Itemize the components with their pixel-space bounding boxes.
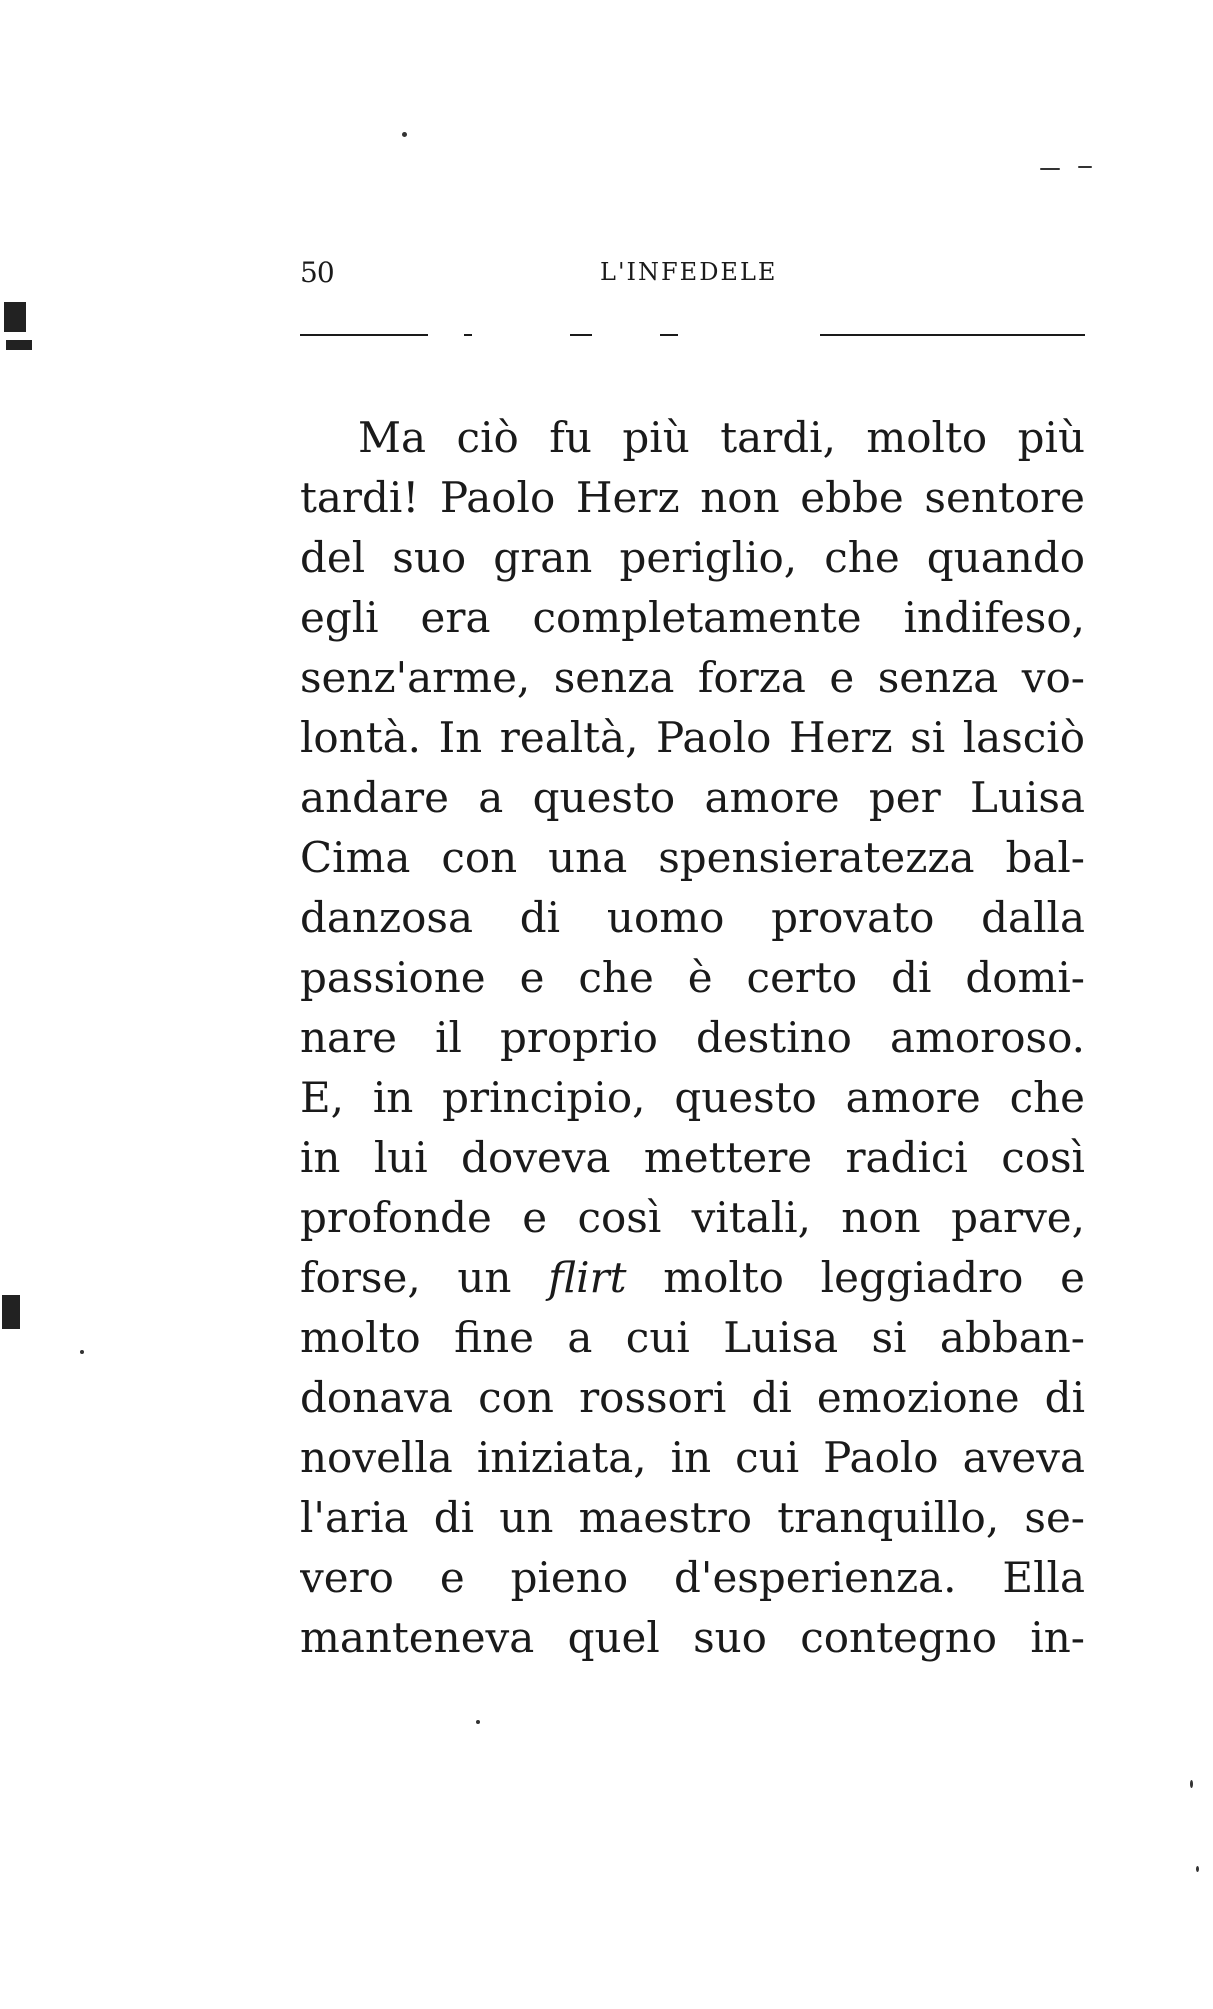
text-line: egli era completamente indifeso, [300,593,1085,642]
text-line: E, in principio, questo amore che [300,1073,1085,1122]
scan-speck [80,1350,84,1354]
text-line: vero e pieno d'esperienza. Ella [300,1553,1085,1602]
text-line: donava con rossori di emozione di [300,1373,1085,1422]
scan-edge-mark [6,340,32,350]
text-line: andare a questo amore per Luisa [300,773,1085,822]
text-line: passione e che è certo di domi- [300,953,1085,1002]
text-line: novella iniziata, in cui Paolo aveva [300,1433,1085,1482]
italic-word: flirt [548,1253,627,1302]
text-line: lontà. In realtà, Paolo Herz si lasciò [300,713,1085,762]
text-fragment: forse, un [300,1253,549,1302]
header-rule-segment [464,334,472,336]
page-number: 50 [300,256,334,289]
text-line: manteneva quel suo contegno in- [300,1613,1085,1662]
text-line: profonde e così vitali, non parve, [300,1193,1085,1242]
header-rule-segment [660,334,678,336]
scan-edge-mark [4,302,26,332]
text-line: Cima con una spensieratezza bal- [300,833,1085,882]
scan-speck [1190,1780,1193,1788]
text-line: senz'arme, senza forza e senza vo- [300,653,1085,702]
text-line: nare il proprio destino amoroso. [300,1013,1085,1062]
text-line: danzosa di uomo provato dalla [300,893,1085,942]
header-rule-segment [300,334,428,336]
header-rule-segment [820,334,1085,336]
scan-speck [1196,1866,1199,1872]
header-rule-segment [570,334,592,336]
running-title: L'INFEDELE [600,258,778,286]
text-line [300,1248,1085,1308]
scan-speck [1078,166,1092,168]
scan-speck [402,132,407,137]
text-line: del suo gran periglio, che quando [300,533,1085,582]
text-fragment: molto leggiadro e [626,1253,1085,1302]
text-line: in lui doveva mettere radici così [300,1133,1085,1182]
scan-edge-mark [2,1295,20,1329]
scan-speck [476,1720,480,1724]
text-line: molto fine a cui Luisa si abban- [300,1313,1085,1362]
body-text [300,408,1085,1668]
text-line: tardi! Paolo Herz non ebbe sentore [300,473,1085,522]
text-line: l'aria di un maestro tranquillo, se- [300,1493,1085,1542]
scan-speck [1040,168,1060,170]
header-rule [300,334,1085,336]
text-line: Ma ciò fu più tardi, molto più [358,413,1085,462]
running-head [300,256,1085,296]
